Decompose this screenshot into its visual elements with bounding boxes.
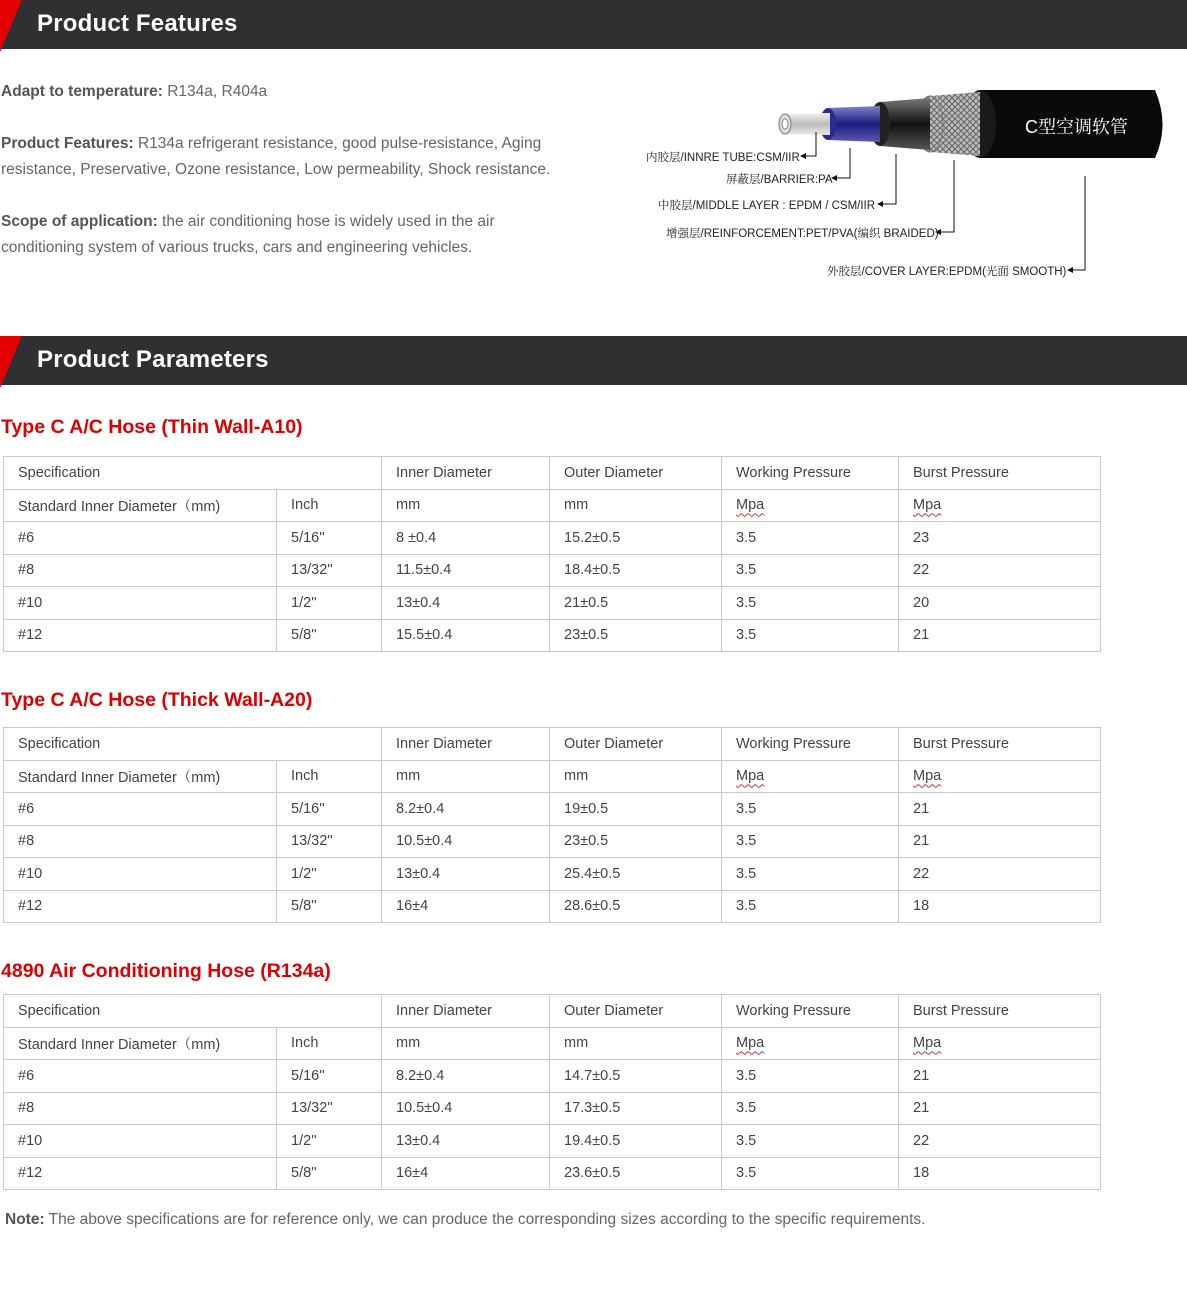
header-specification: Specification	[4, 995, 382, 1028]
red-tab-decoration	[0, 336, 22, 388]
table-unit-row	[4, 1027, 1101, 1060]
spec-cell: #8	[4, 825, 277, 858]
header-inner-diameter: Inner Diameter	[382, 728, 550, 761]
inch-cell: 5/16''	[277, 793, 382, 826]
product-features-label: Product Features:	[1, 135, 134, 152]
header-outer-diameter: Outer Diameter	[550, 995, 722, 1028]
working-pressure-cell: 3.5	[722, 554, 899, 587]
table-row	[4, 890, 1101, 923]
inch-cell: 5/8''	[277, 890, 382, 923]
header-std-inner-diameter: Standard Inner Diameter（mm)	[4, 760, 277, 793]
unit-mm-outer: mm	[550, 489, 722, 522]
unit-mm-outer: mm	[550, 1027, 722, 1060]
spec-cell: #10	[4, 587, 277, 620]
burst-pressure-cell: 22	[899, 1125, 1101, 1158]
inner-diameter-cell: 13±0.4	[382, 858, 550, 891]
unit-mpa-burst: Mpa	[913, 497, 942, 514]
inch-cell: 1/2''	[277, 587, 382, 620]
inner-diameter-cell: 8.2±0.4	[382, 793, 550, 826]
spec-table-thick-wall	[3, 727, 1101, 923]
header-inch: Inch	[277, 489, 382, 522]
inch-cell: 5/16''	[277, 1060, 382, 1093]
unit-mpa-working-cell	[722, 489, 899, 522]
inner-diameter-cell: 15.5±0.4	[382, 619, 550, 652]
inch-cell: 13/32''	[277, 1092, 382, 1125]
outer-diameter-cell: 15.2±0.5	[550, 522, 722, 555]
spec-cell: #6	[4, 1060, 277, 1093]
table-row	[4, 554, 1101, 587]
inner-tube-shape	[785, 113, 830, 135]
product-features-line1: R134a refrigerant resistance, good pulse-resistance, Aging	[137, 135, 542, 152]
working-pressure-cell: 3.5	[722, 619, 899, 652]
spec-table-thin-wall	[3, 456, 1101, 652]
header-working-pressure: Working Pressure	[722, 457, 899, 490]
outer-diameter-cell: 17.3±0.5	[550, 1092, 722, 1125]
table-row	[4, 522, 1101, 555]
working-pressure-cell: 3.5	[722, 1125, 899, 1158]
spec-table-4890	[3, 994, 1101, 1190]
header-inner-diameter: Inner Diameter	[382, 457, 550, 490]
header-std-inner-diameter: Standard Inner Diameter（mm)	[4, 1027, 277, 1060]
hose-layer-diagram	[640, 80, 1180, 290]
burst-pressure-cell: 18	[899, 1157, 1101, 1190]
unit-mm-inner: mm	[382, 489, 550, 522]
header-inch: Inch	[277, 1027, 382, 1060]
spec-cell: #8	[4, 1092, 277, 1125]
inner-diameter-cell: 10.5±0.4	[382, 825, 550, 858]
burst-pressure-cell: 18	[899, 890, 1101, 923]
working-pressure-cell: 3.5	[722, 793, 899, 826]
outer-diameter-cell: 23±0.5	[550, 825, 722, 858]
working-pressure-cell: 3.5	[722, 1060, 899, 1093]
spec-cell: #6	[4, 522, 277, 555]
red-tab-decoration	[0, 0, 22, 52]
burst-pressure-cell: 22	[899, 858, 1101, 891]
working-pressure-cell: 3.5	[722, 1157, 899, 1190]
table-title-thick-wall: Type C A/C Hose (Thick Wall-A20)	[1, 689, 313, 711]
header-specification: Specification	[4, 728, 382, 761]
unit-mm-outer: mm	[550, 760, 722, 793]
layer-label-barrier: 屏蔽层/BARRIER:PA	[726, 174, 833, 186]
unit-mpa-burst-cell	[899, 1027, 1101, 1060]
header-burst-pressure: Burst Pressure	[899, 995, 1101, 1028]
header-working-pressure: Working Pressure	[722, 995, 899, 1028]
product-features-text	[1, 131, 601, 183]
inner-diameter-cell: 10.5±0.4	[382, 1092, 550, 1125]
header-working-pressure: Working Pressure	[722, 728, 899, 761]
hose-illustration	[640, 80, 1180, 290]
table-row	[4, 619, 1101, 652]
working-pressure-cell: 3.5	[722, 858, 899, 891]
outer-diameter-cell: 25.4±0.5	[550, 858, 722, 891]
table-header-row	[4, 457, 1101, 490]
scope-line2: conditioning system of various trucks, cars and engineering vehicles.	[1, 239, 473, 256]
unit-mpa-working-cell	[722, 1027, 899, 1060]
working-pressure-cell: 3.5	[722, 587, 899, 620]
layer-label-middle: 中胶层/MIDDLE LAYER : EPDM / CSM/IIR	[658, 200, 876, 212]
inner-diameter-cell: 11.5±0.4	[382, 554, 550, 587]
scope-line1: the air conditioning hose is widely used in the air	[162, 213, 495, 230]
inner-diameter-cell: 8 ±0.4	[382, 522, 550, 555]
working-pressure-cell: 3.5	[722, 522, 899, 555]
table-row	[4, 1125, 1101, 1158]
inch-cell: 13/32''	[277, 554, 382, 587]
scope-text	[1, 209, 601, 261]
working-pressure-cell: 3.5	[722, 1092, 899, 1125]
outer-diameter-cell: 28.6±0.5	[550, 890, 722, 923]
inner-diameter-cell: 16±4	[382, 1157, 550, 1190]
spec-cell: #12	[4, 890, 277, 923]
outer-diameter-cell: 19.4±0.5	[550, 1125, 722, 1158]
header-std-inner-diameter: Standard Inner Diameter（mm)	[4, 489, 277, 522]
table-row	[4, 858, 1101, 891]
unit-mm-inner: mm	[382, 1027, 550, 1060]
table-row	[4, 587, 1101, 620]
header-burst-pressure: Burst Pressure	[899, 728, 1101, 761]
note-text: The above specifications are for reference only, we can produce the corresponding sizes according to the specific requirements.	[48, 1211, 926, 1228]
table-header-row	[4, 995, 1101, 1028]
hose-type-label: C型空调软管	[1025, 117, 1128, 137]
spec-cell: #10	[4, 1125, 277, 1158]
table-unit-row	[4, 489, 1101, 522]
inner-diameter-cell: 8.2±0.4	[382, 1060, 550, 1093]
header-specification: Specification	[4, 457, 382, 490]
unit-mpa-working: Mpa	[736, 768, 765, 785]
header-burst-pressure: Burst Pressure	[899, 457, 1101, 490]
header-inch: Inch	[277, 760, 382, 793]
burst-pressure-cell: 22	[899, 554, 1101, 587]
parameters-section-title: Product Parameters	[37, 346, 269, 373]
note	[5, 1211, 925, 1229]
burst-pressure-cell: 21	[899, 1092, 1101, 1125]
outer-diameter-cell: 19±0.5	[550, 793, 722, 826]
inner-diameter-cell: 13±0.4	[382, 1125, 550, 1158]
table-title-4890: 4890 Air Conditioning Hose (R134a)	[1, 960, 331, 982]
spec-cell: #8	[4, 554, 277, 587]
burst-pressure-cell: 21	[899, 619, 1101, 652]
unit-mpa-burst-cell	[899, 489, 1101, 522]
table-title-thin-wall: Type C A/C Hose (Thin Wall-A10)	[1, 416, 303, 438]
unit-mpa-working: Mpa	[736, 1035, 765, 1052]
features-section-bar	[0, 0, 1187, 49]
header-outer-diameter: Outer Diameter	[550, 457, 722, 490]
inner-diameter-cell: 16±4	[382, 890, 550, 923]
parameters-section-bar	[0, 336, 1187, 385]
layer-label-reinforcement: 增强层/REINFORCEMENT:PET/PVA(编织 BRAIDED)	[666, 228, 939, 240]
layer-label-inner: 内胶层/INNRE TUBE:CSM/IIR	[646, 152, 800, 164]
table-header-row	[4, 728, 1101, 761]
outer-diameter-cell: 21±0.5	[550, 587, 722, 620]
inch-cell: 1/2''	[277, 1125, 382, 1158]
unit-mpa-burst-cell	[899, 760, 1101, 793]
layer-label-cover: 外胶层/COVER LAYER:EPDM(光面 SMOOTH)	[827, 266, 1067, 278]
temperature-label: Adapt to temperature:	[1, 83, 163, 100]
outer-diameter-cell: 14.7±0.5	[550, 1060, 722, 1093]
burst-pressure-cell: 21	[899, 1060, 1101, 1093]
unit-mpa-working-cell	[722, 760, 899, 793]
inch-cell: 5/8''	[277, 619, 382, 652]
inch-cell: 5/16''	[277, 522, 382, 555]
inch-cell: 5/8''	[277, 1157, 382, 1190]
note-label: Note:	[5, 1211, 45, 1228]
burst-pressure-cell: 23	[899, 522, 1101, 555]
table-unit-row	[4, 760, 1101, 793]
spec-cell: #12	[4, 1157, 277, 1190]
table-row	[4, 825, 1101, 858]
table-row	[4, 1060, 1101, 1093]
outer-diameter-cell: 23.6±0.5	[550, 1157, 722, 1190]
features-section-title: Product Features	[37, 10, 238, 37]
unit-mm-inner: mm	[382, 760, 550, 793]
burst-pressure-cell: 21	[899, 825, 1101, 858]
burst-pressure-cell: 20	[899, 587, 1101, 620]
temperature-value: R134a, R404a	[167, 83, 268, 100]
table-row	[4, 1092, 1101, 1125]
spec-cell: #10	[4, 858, 277, 891]
working-pressure-cell: 3.5	[722, 825, 899, 858]
spec-cell: #12	[4, 619, 277, 652]
inner-diameter-cell: 13±0.4	[382, 587, 550, 620]
outer-diameter-cell: 23±0.5	[550, 619, 722, 652]
product-features-line2: resistance, Preservative, Ozone resistance, Low permeability, Shock resistance.	[1, 161, 551, 178]
inch-cell: 13/32''	[277, 825, 382, 858]
outer-diameter-cell: 18.4±0.5	[550, 554, 722, 587]
scope-label: Scope of application:	[1, 213, 158, 230]
unit-mpa-burst: Mpa	[913, 768, 942, 785]
working-pressure-cell: 3.5	[722, 890, 899, 923]
table-row	[4, 793, 1101, 826]
unit-mpa-working: Mpa	[736, 497, 765, 514]
burst-pressure-cell: 21	[899, 793, 1101, 826]
header-outer-diameter: Outer Diameter	[550, 728, 722, 761]
unit-mpa-burst: Mpa	[913, 1035, 942, 1052]
header-inner-diameter: Inner Diameter	[382, 995, 550, 1028]
inch-cell: 1/2''	[277, 858, 382, 891]
spec-cell: #6	[4, 793, 277, 826]
table-row	[4, 1157, 1101, 1190]
temperature-line	[1, 79, 601, 105]
